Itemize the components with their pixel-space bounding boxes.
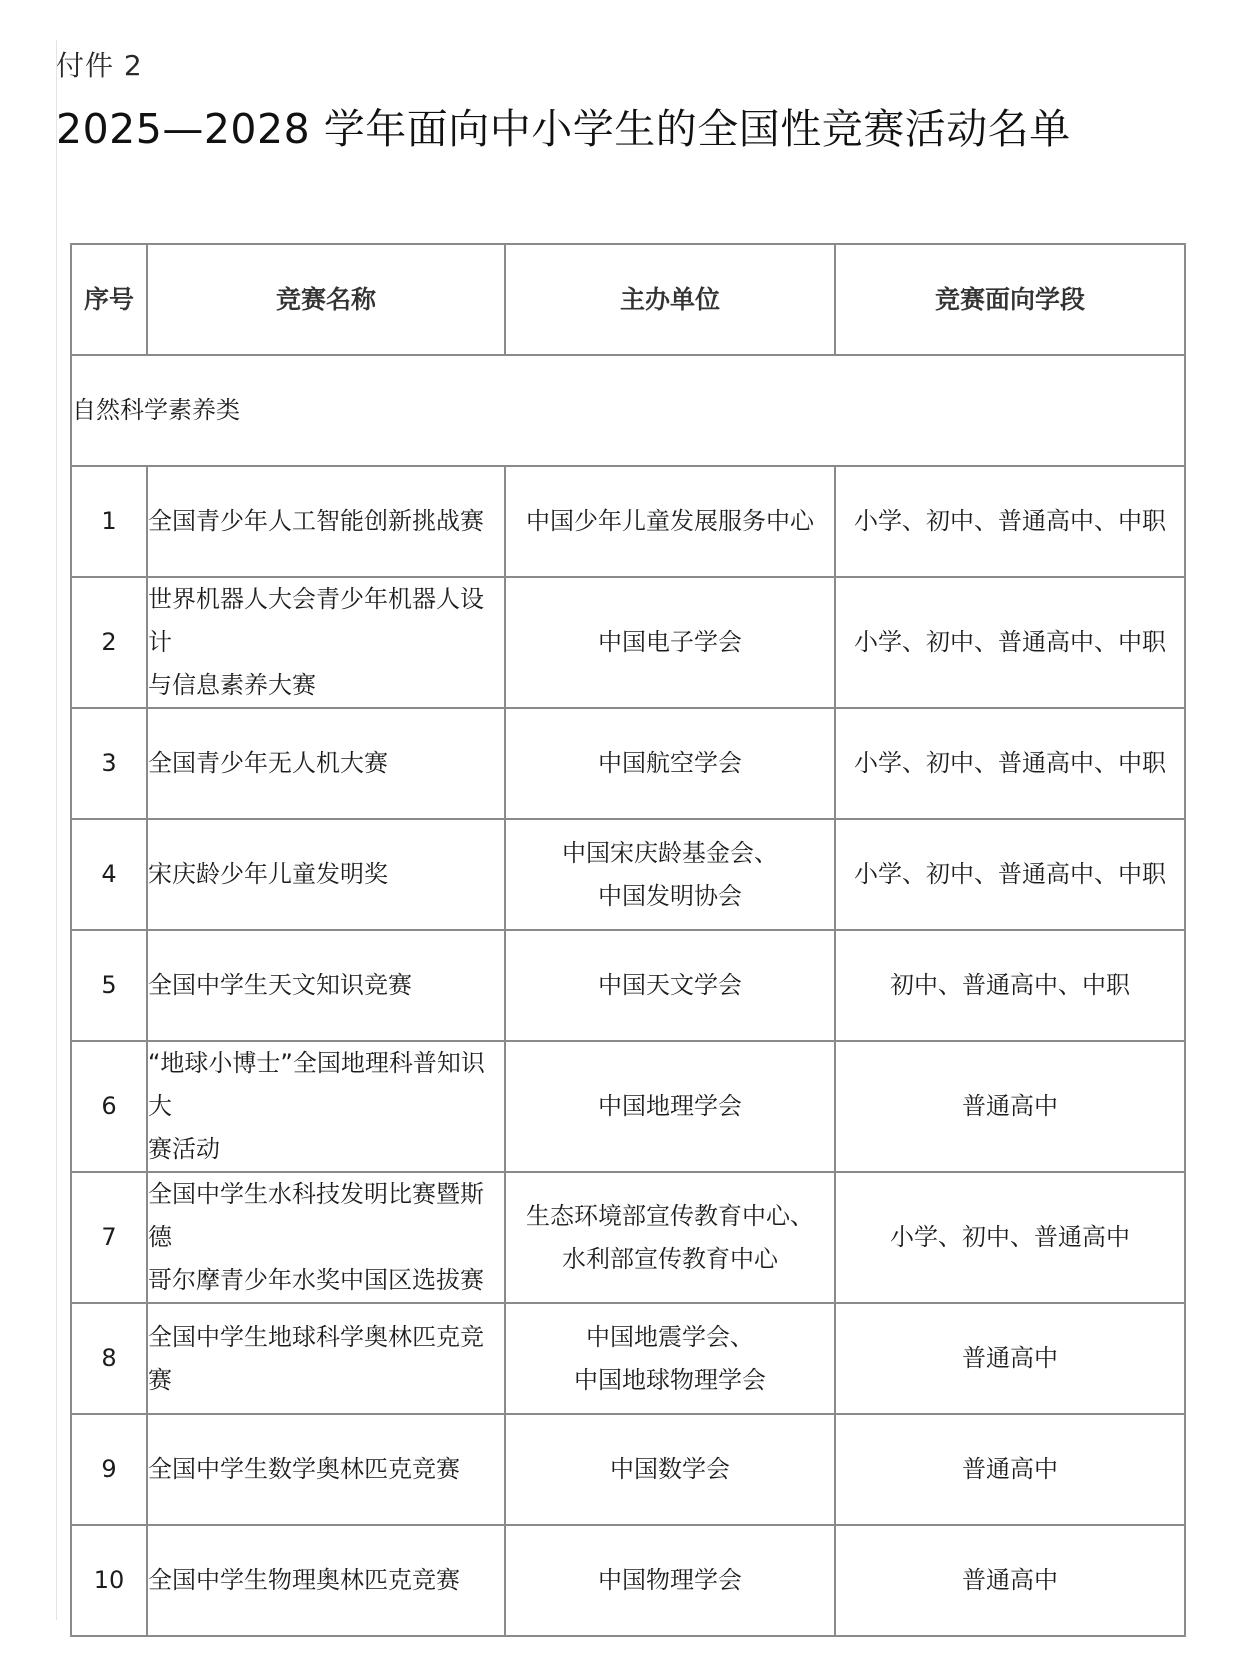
organizer (505, 1041, 835, 1172)
table-row (71, 577, 1185, 708)
row-number: 8 (71, 1303, 147, 1414)
target-stage: 普通高中 (835, 1303, 1185, 1414)
row-number: 2 (71, 577, 147, 708)
organizer (505, 930, 835, 1041)
organizer-line: 中国地球物理学会 (574, 1365, 766, 1394)
table-row (71, 819, 1185, 930)
competition-name-line: 全国青少年无人机大赛 (148, 749, 388, 777)
organizer-line: 中国地震学会、 (586, 1322, 754, 1351)
competition-name (147, 930, 505, 1041)
competition-name-line: 宋庆龄少年儿童发明奖 (148, 860, 388, 888)
competition-name (147, 1525, 505, 1636)
target-stage: 普通高中 (835, 1525, 1185, 1636)
competition-name-line: “地球小博士”全国地理科普知识大 (148, 1049, 485, 1120)
competition-name (147, 1303, 505, 1414)
competition-name-line: 世界机器人大会青少年机器人设计 (148, 585, 484, 656)
table-row (71, 708, 1185, 819)
target-stage: 小学、初中、普通高中、中职 (835, 708, 1185, 819)
header-stage: 竞赛面向学段 (835, 244, 1185, 355)
target-stage: 普通高中 (835, 1041, 1185, 1172)
organizer (505, 1172, 835, 1303)
organizer-line: 中国宋庆龄基金会、 (562, 838, 778, 867)
competition-name (147, 577, 505, 708)
table-header-row (71, 244, 1185, 355)
page-left-edge (56, 40, 57, 1620)
table-row (71, 1041, 1185, 1172)
competition-name-line: 全国中学生天文知识竞赛 (148, 971, 412, 999)
organizer-line: 中国地理学会 (598, 1092, 742, 1120)
organizer-line: 生态环境部宣传教育中心、 (526, 1201, 814, 1230)
table-row (71, 1414, 1185, 1525)
competition-name-line: 全国青少年人工智能创新挑战赛 (148, 507, 484, 535)
organizer (505, 819, 835, 930)
table-row (71, 466, 1185, 577)
organizer-line: 中国发明协会 (598, 881, 742, 910)
row-number: 5 (71, 930, 147, 1041)
organizer (505, 466, 835, 577)
competition-name (147, 708, 505, 819)
organizer-line: 中国物理学会 (598, 1566, 742, 1594)
row-number: 3 (71, 708, 147, 819)
competition-name (147, 819, 505, 930)
table-row (71, 930, 1185, 1041)
row-number: 7 (71, 1172, 147, 1303)
table-row (71, 1525, 1185, 1636)
target-stage: 普通高中 (835, 1414, 1185, 1525)
organizer-line: 中国少年儿童发展服务中心 (526, 507, 814, 535)
competition-name-line: 与信息素养大赛 (148, 671, 316, 699)
competition-name-line: 全国中学生地球科学奥林匹克竞赛 (148, 1322, 484, 1394)
organizer (505, 1303, 835, 1414)
row-number: 1 (71, 466, 147, 577)
attachment-label: 付件 2 (56, 49, 143, 82)
row-number: 10 (71, 1525, 147, 1636)
target-stage: 小学、初中、普通高中 (835, 1172, 1185, 1303)
organizer-line: 中国电子学会 (598, 628, 742, 656)
target-stage: 小学、初中、普通高中、中职 (835, 819, 1185, 930)
competition-name-line: 赛活动 (148, 1135, 220, 1163)
organizer-line: 水利部宣传教育中心 (562, 1244, 778, 1273)
row-number: 6 (71, 1041, 147, 1172)
row-number: 9 (71, 1414, 147, 1525)
target-stage: 小学、初中、普通高中、中职 (835, 577, 1185, 708)
competition-name-line: 全国中学生水科技发明比赛暨斯德 (148, 1180, 484, 1251)
document-title: 2025—2028 学年面向中小学生的全国性竞赛活动名单 (56, 105, 1071, 153)
competition-name (147, 1172, 505, 1303)
table-row (71, 1172, 1185, 1303)
competition-name (147, 1041, 505, 1172)
organizer (505, 1414, 835, 1525)
category-row (71, 355, 1185, 466)
organizer-line: 中国航空学会 (598, 749, 742, 777)
header-organizer: 主办单位 (505, 244, 835, 355)
competition-name-line: 哥尔摩青少年水奖中国区选拔赛 (148, 1266, 484, 1294)
competition-list-table (70, 243, 1186, 1637)
category-label: 自然科学素养类 (71, 355, 1185, 466)
organizer-line: 中国数学会 (610, 1455, 730, 1483)
competition-name (147, 466, 505, 577)
table-row (71, 1303, 1185, 1414)
header-name: 竞赛名称 (147, 244, 505, 355)
row-number: 4 (71, 819, 147, 930)
organizer (505, 1525, 835, 1636)
header-number: 序号 (71, 244, 147, 355)
target-stage: 小学、初中、普通高中、中职 (835, 466, 1185, 577)
table-body (71, 355, 1185, 1636)
organizer (505, 577, 835, 708)
competition-name-line: 全国中学生数学奥林匹克竞赛 (148, 1455, 460, 1483)
competition-name (147, 1414, 505, 1525)
target-stage: 初中、普通高中、中职 (835, 930, 1185, 1041)
organizer (505, 708, 835, 819)
competition-name-line: 全国中学生物理奥林匹克竞赛 (148, 1566, 460, 1594)
organizer-line: 中国天文学会 (598, 971, 742, 999)
